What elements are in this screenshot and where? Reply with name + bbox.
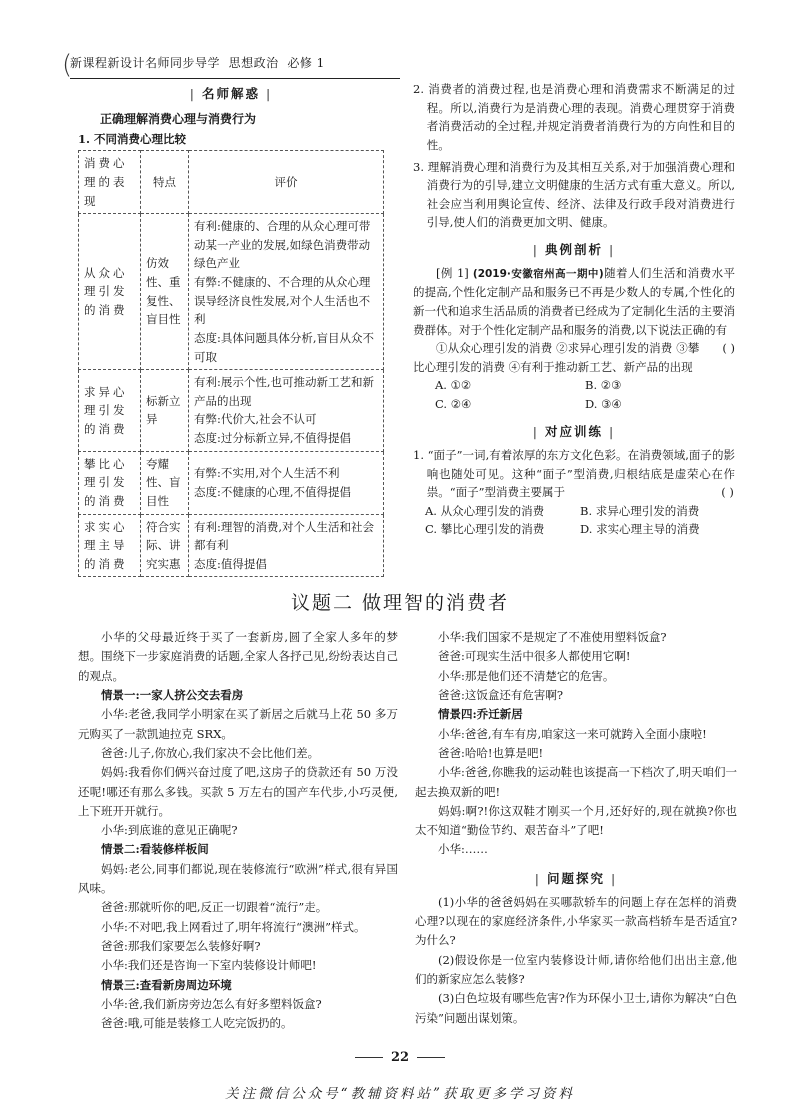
dialogue-line: 小华的父母最近终于买了一套新房,圆了全家人多年的梦想。围绕下一步家庭消费的话题,全家人各抒己见,纷纷表达自己的观点。 [78,630,398,683]
dialogue-line: 小华:爸爸,有车有房,咱家这一来可就跨入全面小康啦! [438,726,707,741]
example-bracket: ( ) [722,341,735,356]
option-a: A. ①② [435,378,472,393]
dialogue-line: 爸爸:哈哈!也算是吧! [438,745,544,760]
left-column [78,84,384,577]
section-label-wenti: | 问题探究 | [534,870,618,886]
right-column [413,80,735,539]
dialogue-line: 妈妈:老公,同事们都说,现在装修流行“欧洲”样式,很有异国风味。 [78,861,398,896]
header-rule [70,78,400,79]
option-c: C. 攀比心理引发的消费 [425,522,545,537]
feature-cell: 标新立异 [141,370,189,452]
dialogue-line: 爸爸:哦,可能是装修工人吃完饭扔的。 [101,1016,293,1031]
consumption-type-cell: 求实心理主导的消费 [79,514,141,577]
topic-2-title: 议题二 做理智的消费者 [290,592,510,614]
volume: 必修 1 [287,56,325,70]
dialogue-line: 爸爸:那就听你的吧,反正一切跟着“流行”走。 [101,900,328,915]
inquiry-question: (1)小华的爸爸妈妈在买哪款轿车的问题上存在怎样的消费心理?以现在的家庭经济条件,小华家买一款高档轿车是否适宜?为什么? [415,894,737,948]
header-cell: 消费心理的表现 [79,151,141,214]
option-d: D. 求实心理主导的消费 [580,522,700,537]
table-row [79,214,384,370]
scene-heading: 情景一:一家人挤公交去看房 [101,687,244,702]
scene-heading: 情景三:查看新房周边环境 [101,977,232,992]
dialogue-line: 小华:我们国家不是规定了不准使用塑料饭盒? [438,630,667,644]
table-row [79,514,384,577]
evaluation-cell: 有利:展示个性,也可推动新工艺和新产品的出现 有弊:代价大,社会不认可 态度:过分标新立异,不值得提倡 [189,370,384,452]
dialogue-line: 小华:不对吧,我上网看过了,明年将流行“澳洲”样式。 [101,919,366,934]
main-title: 正确理解消费心理与消费行为 [100,112,257,127]
dialogue-line: 爸爸:这饭盒还有危害啊? [438,687,564,702]
consumption-type-cell: 求异心理引发的消费 [79,370,141,452]
practice-1: 1. “面子”一词,有着浓厚的东方文化色彩。在消费领域,面子的影响也随处可见。这种“面子”型消费,归根结底是虚荣心在作祟。“面子”型消费主要属于 ( ) [413,447,735,500]
dialogue-line: 小华:我们还是咨询一下室内装修设计师吧! [101,958,317,973]
book-title: 新课程新设计名师同步导学 [70,56,221,70]
consumption-type-cell: 攀比心理引发的消费 [79,451,141,514]
dialogue-line: 爸爸:那我们家要怎么装修好啊? [101,939,261,953]
scene-heading: 情景二:看装修样板间 [101,842,209,857]
header-cell: 特点 [141,151,189,214]
table-header-row [79,151,384,214]
page-header [70,54,325,73]
section-label-mingshi: | 名师解惑 | [189,86,273,101]
option-b: B. ②③ [585,378,622,393]
feature-cell: 符合实际、讲究实惠 [141,514,189,577]
footer-note: 关注微信公众号“教辅资料站”获取更多学习资料 [225,1086,575,1102]
story-left [78,628,398,1034]
dialogue-line: 爸爸:儿子,你放心,我们家决不会比他们差。 [101,745,320,760]
dialogue-line: 小华:老爸,我同学小明家在买了新居之后就马上花 50 多万元购买了一款凯迪拉克 SRX。 [78,707,398,741]
header-cell: 评价 [189,151,384,214]
option-b: B. 求异心理引发的消费 [580,503,700,518]
practice-stem: 1. “面子”一词,有着浓厚的东方文化色彩。在消费领域,面子的影响也随处可见。这种“面子”型消费,归根结底是虚荣心在作祟。“面子”型消费主要属于 [413,447,735,500]
example-1 [413,264,736,356]
dialogue-line: 爸爸:可现实生活中很多人都使用它啊! [438,649,631,664]
example-stem: 随着人们生活和消费水平的提高,个性化定制产品和服务已不再是少数人的专属,个性化的新一代和追求生活品质的消费者已经成为了定制化生活的主要消费群体。对于个性化定制产品和服务的消费,以下说法正确的有 [413,266,736,337]
decorative-paren: ( [62,50,73,80]
example-tag: [例 1] [436,266,469,281]
feature-cell: 仿效性、重复性、盲目性 [141,214,189,370]
scene-heading: 情景四:乔迁新居 [438,707,523,722]
practice-options [413,502,735,539]
point-2: 2. 消费者的消费过程,也是消费心理和消费需求不断满足的过程。所以,消费行为是消费心理的表现。消费心理贯穿于消费者消费活动的全过程,并规定消费者消费行为的方向性和目的性。 [413,82,735,152]
option-a: A. 从众心理引发的消费 [425,503,545,518]
option-c: C. ②④ [435,397,472,411]
inquiry-questions [415,893,737,1028]
evaluation-cell: 有弊:不实用,对个人生活不利 态度:不健康的心理,不值得提倡 [189,451,384,514]
evaluation-cell: 有利:理智的消费,对个人生活和社会都有利 态度:值得提倡 [189,514,384,577]
point-3: 3. 理解消费心理和消费行为及其相互关系,对于加强消费心理和消费行为的引导,建立文明健康的生活方式有重大意义。所以,社会应当利用舆论宣传、经济、法律及行政手段对消费进行引导,使人们的消费更加文明、健康。 [413,159,735,230]
page-number: 22 [0,1047,800,1068]
option-d: D. ③④ [585,397,622,411]
section-label-duiying: | 对应训练 | [532,423,616,439]
feature-cell: 夸耀性、盲目性 [141,451,189,514]
dialogue-line: 妈妈:啊?!你这双鞋才刚买一个月,还好好的,现在就换?你也太不知道“勤俭节约、艰苦奋斗”了吧! [415,803,737,838]
inquiry-question: (2)假设你是一位室内装修设计师,请你给他们出出主意,他们的新家应怎么装修? [415,952,737,986]
story-right [415,628,737,1028]
section-label-dianli: | 典例剖析 | [532,242,616,257]
dialogue-line: 小华:爸爸,你瞧我的运动鞋也该提高一下档次了,明天咱们一起去换双新的吧! [415,765,737,799]
table-row [79,370,384,452]
example-items: ①从众心理引发的消费 ②求异心理引发的消费 ③攀比心理引发的消费 ④有利于推动新工艺、新产品的出现 [413,341,700,374]
dialogue-line: 小华:那是他们还不清楚它的危害。 [438,668,615,683]
dialogue-line: 小华:到底谁的意见正确呢? [101,823,238,838]
dialogue-line: 小华:爸,我们新房旁边怎么有好多塑料饭盒? [101,996,322,1011]
dialogue-line: 妈妈:我看你们俩兴奋过度了吧,这房子的贷款还有 50 万没还呢!哪还有那么多钱。买款 5 万左右的国产车代步,小巧灵便,上下班开开就行。 [78,765,398,818]
consumption-type-cell: 从众心理引发的消费 [79,214,141,370]
dialogue-line: 小华:…… [438,842,488,857]
subject: 思想政治 [228,56,279,70]
subtitle-1: 1. 不同消费心理比较 [78,131,187,146]
comparison-table [78,150,384,577]
story-right-dialogue [415,628,737,860]
evaluation-cell: 有利:健康的、合理的从众心理可带动某一产业的发展,如绿色消费带动绿色产业 有弊:不健康的、不合理的从众心理误导经济良性发展,对个人生活也不利 态度:具体问题具体分析,盲目从众不可取 [189,214,384,370]
table-row [79,451,384,514]
example-source: (2019·安徽宿州高一期中) [472,268,604,281]
example-options [413,376,735,413]
inquiry-question: (3)白色垃圾有哪些危害?作为环保小卫士,请你为解决“白色污染”问题出谋划策。 [415,991,737,1025]
